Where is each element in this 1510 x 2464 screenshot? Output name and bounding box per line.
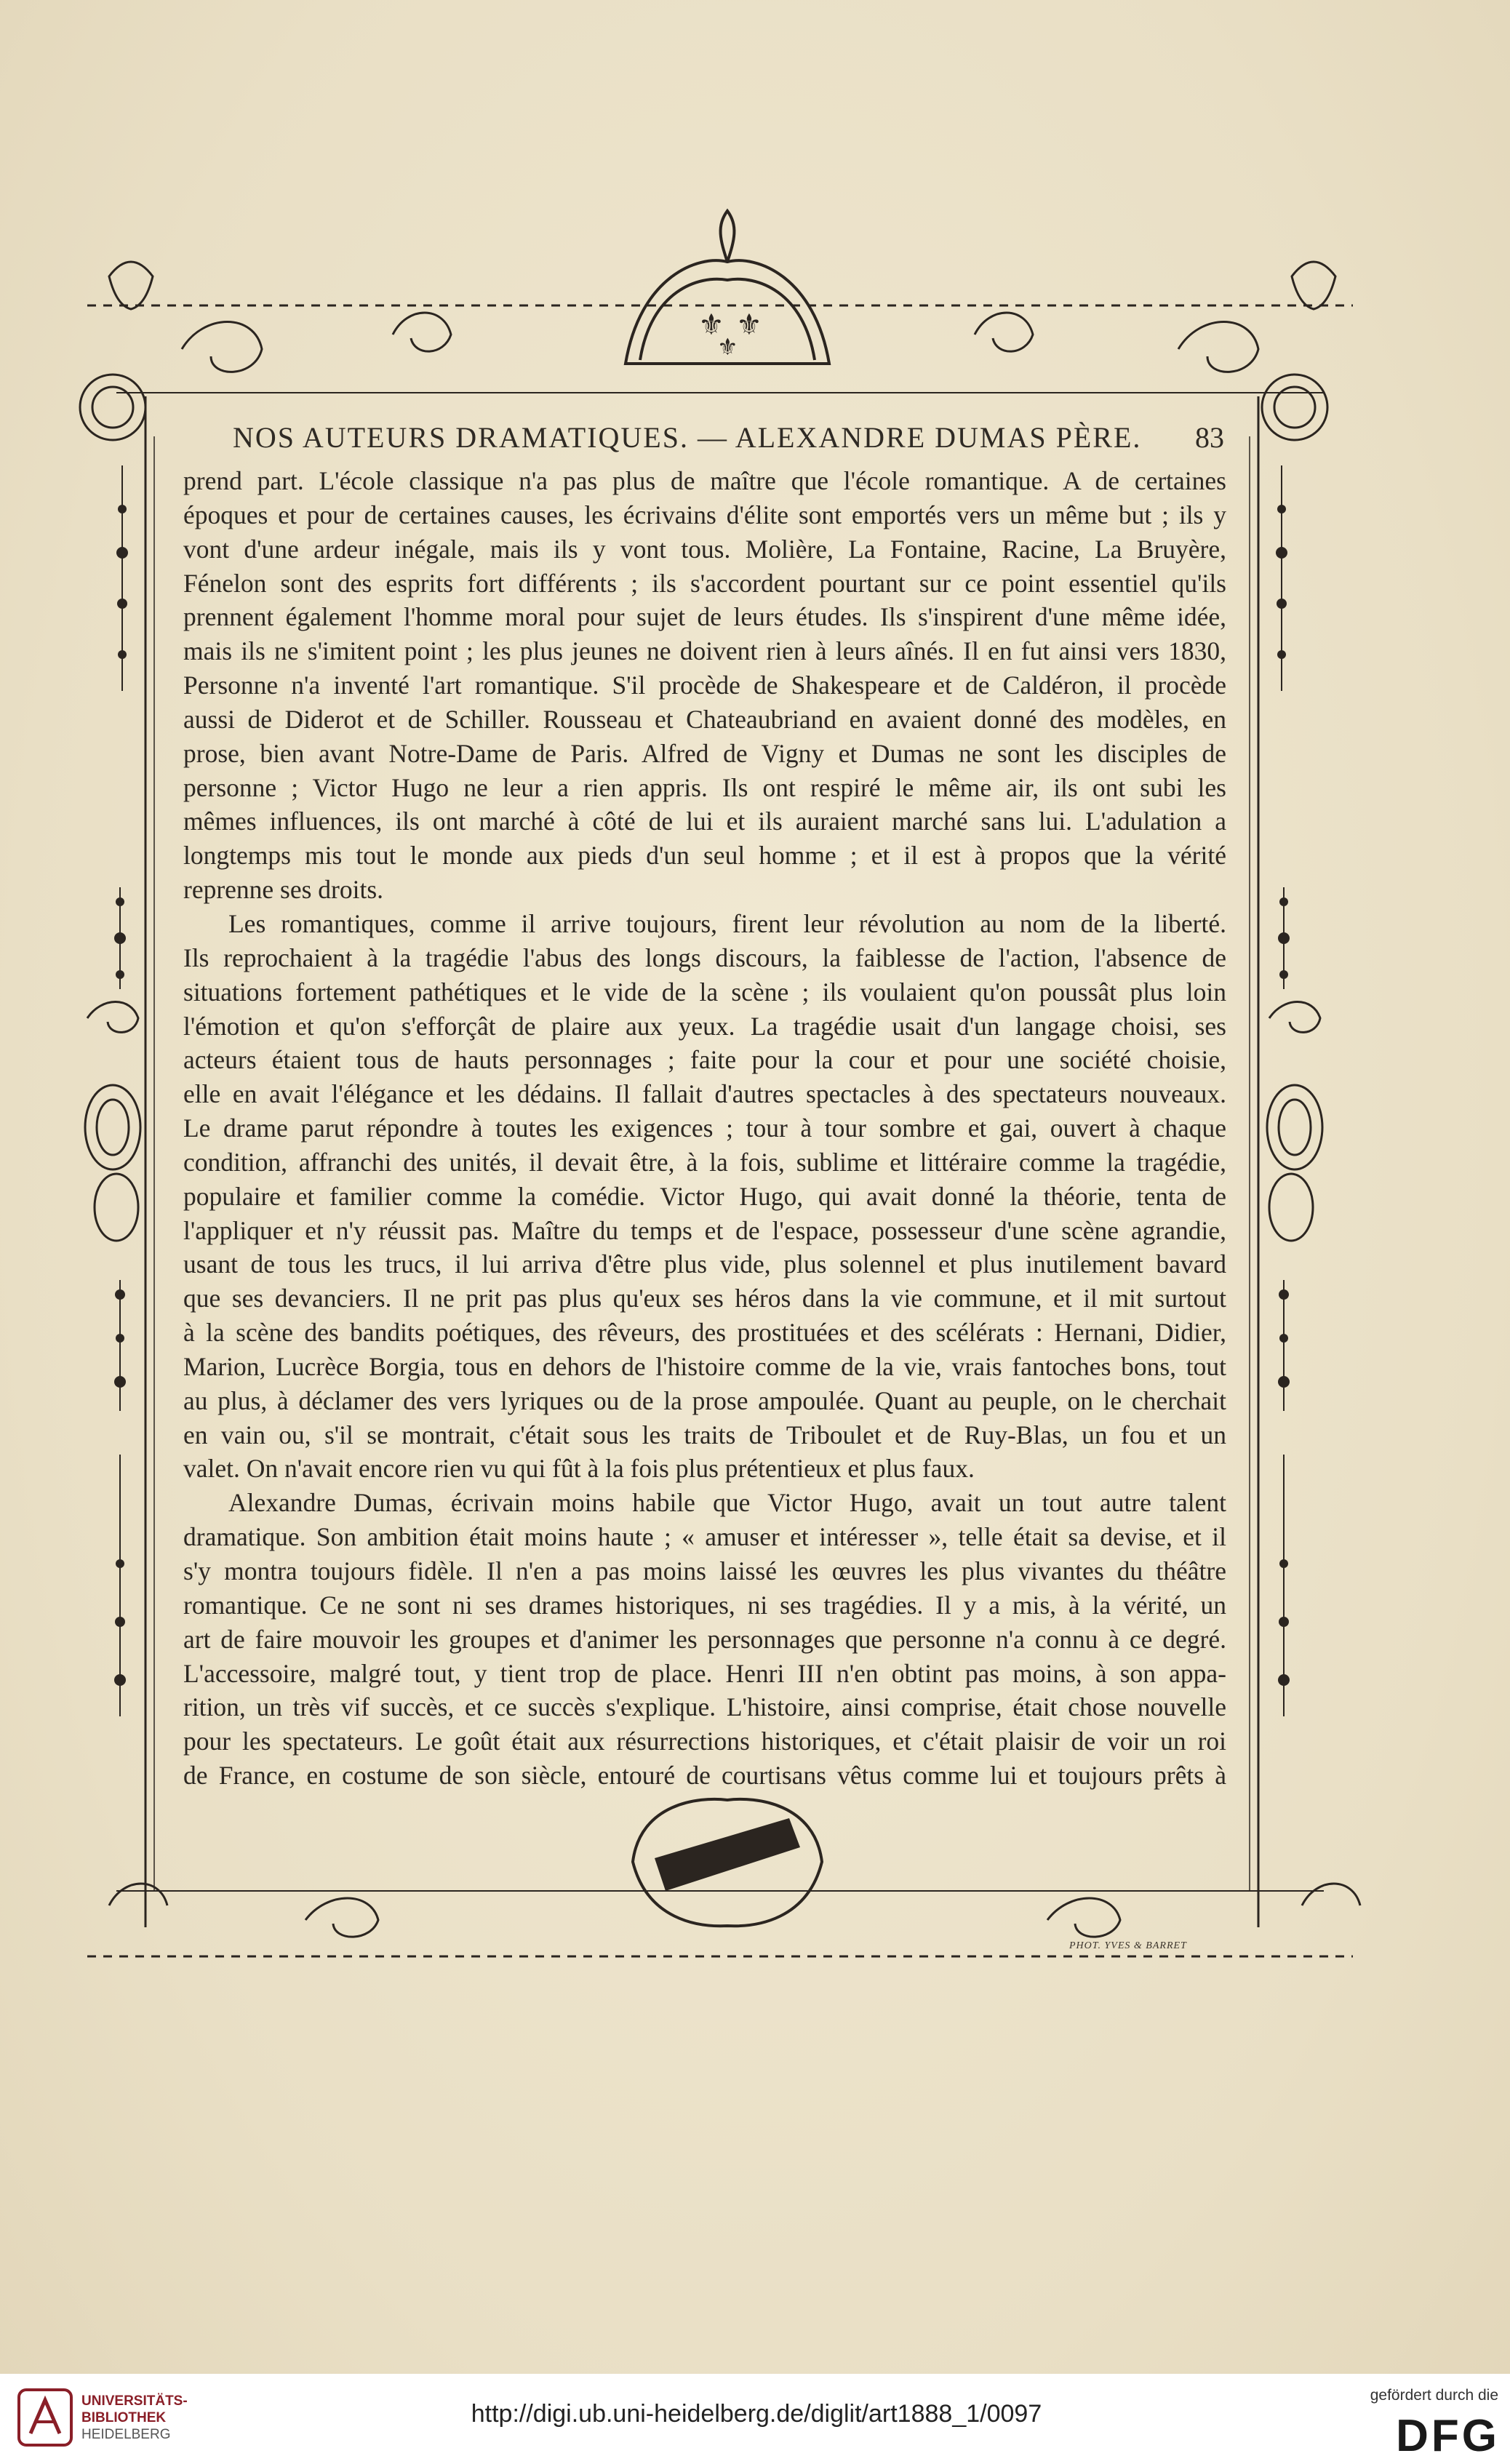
funding-note: gefördert durch die [1370, 2387, 1498, 2404]
text-line: à la scène des bandits poétiques, des rêveurs, des prostituées et des scélérats : Hernani, Didier, [183, 1318, 1226, 1348]
text-line: rition, un très vif succès, et ce succès s'explique. L'histoire, ainsi comprise, était chose nouvelle [183, 1692, 1226, 1722]
text-line: usant de tous les trucs, il lui arriva d'être plus vide, plus solennel et plus inutilement bavard [183, 1249, 1226, 1279]
text-line: prose, bien avant Notre-Dame de Paris. Alfred de Vigny et Dumas ne sont les disciples de [183, 738, 1226, 768]
text-line: elle en avait l'élégance et les dédains. Il fallait d'autres spectacles à des spectateurs nouveaux. [183, 1079, 1226, 1109]
text-line: Fénelon sont des esprits fort différents ; ils s'accordent pourtant sur ce point essentiel qu'ils [183, 568, 1226, 598]
text-line: de France, en costume de son siècle, entouré de courtisans vêtus comme lui et toujours prêts à [183, 1761, 1226, 1791]
text-line: au plus, à déclamer des vers lyriques ou de la prose ampoulée. Quant au peuple, on le cherchait [183, 1385, 1226, 1415]
body-text [183, 464, 1226, 1793]
text-line: Le drame parut répondre à toutes les exigences ; tour à tour sombre et gai, ouvert à chaque [183, 1113, 1226, 1143]
text-line: art de faire mouvoir les groupes et d'animer les personnages que personne n'a connu à ce degré. [183, 1624, 1226, 1654]
text-line: populaire et familier comme la comédie. Victor Hugo, qui avait donné la théorie, tenta de [183, 1181, 1226, 1211]
text-line: personne ; Victor Hugo ne leur a rien appris. Ils ont respiré le même air, ils ont subi les [183, 772, 1226, 802]
text-line: l'appliquer et n'y réussit pas. Maître du temps et de l'espace, possesseur d'une scène agrandie, [183, 1215, 1226, 1245]
engraver-signature: PHOT. YVES & BARRET [1069, 1940, 1187, 1951]
text-line: reprenne ses droits. [183, 875, 384, 905]
text-line: Les romantiques, comme il arrive toujours, firent leur révolution au nom de la liberté. [228, 908, 1226, 938]
dfg-logo: DFG [1396, 2411, 1500, 2461]
text-line: prennent également l'homme moral pour sujet de leurs études. Ils s'inspirent d'une même idée, [183, 602, 1226, 632]
text-line: valet. On n'avait encore rien vu qui fût à la fois plus prétentieux et plus faux. [183, 1454, 975, 1484]
text-line: l'émotion et qu'on s'efforçât de plaire aux yeux. La tragédie usait d'un langage choisi, ses [183, 1011, 1226, 1041]
text-line: pour les spectateurs. Le goût était aux résurrections historiques, et c'était plaisir de voir un roi [183, 1727, 1226, 1756]
running-head: NOS AUTEURS DRAMATIQUES. — ALEXANDRE DUMAS PÈRE. [233, 421, 1142, 454]
page-number: 83 [1195, 421, 1224, 454]
library-name [81, 2393, 188, 2443]
text-line: mêmes influences, ils ont marché à côté de lui et ils auraient marché sans lui. L'adulation a [183, 807, 1226, 836]
text-line: Marion, Lucrèce Borgia, tous en dehors de l'histoire comme de la vie, vrais fantoches bons, tout [183, 1351, 1226, 1381]
library-name-line-1: UNIVERSITÄTS- [81, 2393, 188, 2409]
library-name-line-3: HEIDELBERG [81, 2427, 171, 2442]
svg-text:⚜: ⚜ [736, 308, 762, 342]
text-line: situations fortement pathétiques et le vide de la scène ; ils voulaient qu'on poussât plus loin [183, 977, 1226, 1007]
text-line: Ils reprochaient à la tragédie l'abus des longs discours, la faiblesse de l'action, l'absence de [183, 943, 1226, 972]
text-line: vont d'une ardeur inégale, mais ils y vont tous. Molière, La Fontaine, Racine, La Bruyère, [183, 534, 1226, 564]
text-line: s'y montra toujours fidèle. Il n'en a pas moins laissé les œuvres les plus vivantes du théâtre [183, 1556, 1226, 1585]
text-line: aussi de Diderot et de Schiller. Rousseau et Chateaubriand en avaient donné des modèles, en [183, 704, 1226, 734]
text-line: romantique. Ce ne sont ni ses drames historiques, ni ses tragédies. Il y a mis, à la vérité, un [183, 1590, 1226, 1620]
text-line: dramatique. Son ambition était moins haute ; « amuser et intéresser », telle était sa devise, et il [183, 1522, 1226, 1552]
university-seal-icon [16, 2387, 74, 2448]
permalink[interactable]: http://digi.ub.uni-heidelberg.de/diglit/art1888_1/0097 [471, 2400, 1042, 2428]
text-line: L'accessoire, malgré tout, y tient trop de place. Henri III n'en obtint pas moins, à son appa- [183, 1658, 1226, 1688]
text-line: époques et pour de certaines causes, les écrivains d'élite sont emportés vers un même but ; ils y [183, 500, 1226, 529]
text-line: Alexandre Dumas, écrivain moins habile que Victor Hugo, avait un tout autre talent [228, 1488, 1226, 1518]
text-line: Personne n'a inventé l'art romantique. S'il procède de Shakespeare et de Caldéron, il procède [183, 671, 1226, 700]
text-line: condition, affranchi des unités, il devait être, à la fois, sublime et littéraire comme la tragédie, [183, 1147, 1226, 1177]
text-line: que ses devanciers. Il ne prit pas plus qu'eux ses héros dans la vie commune, et il mit surtout [183, 1284, 1226, 1313]
text-line: mais ils ne s'imitent point ; les plus jeunes ne doivent rien à leurs aînés. Il en fut ainsi vers 1830, [183, 636, 1226, 666]
text-line: longtemps mis tout le monde aux pieds d'un seul homme ; et il est à propos que la vérité [183, 841, 1226, 871]
svg-text:⚜: ⚜ [717, 333, 738, 361]
text-line: prend part. L'école classique n'a pas plus de maître que l'école romantique. A de certaines [183, 466, 1226, 495]
svg-text:⚜: ⚜ [698, 308, 724, 342]
text-line: acteurs étaient tous de hauts personnages ; faite pour la cour et pour une société choisie, [183, 1045, 1226, 1075]
library-name-line-2: BIBLIOTHEK [81, 2410, 167, 2425]
text-line: en vain ou, s'il se montrait, c'était sous les traits de Triboulet et de Ruy-Blas, un fou et un [183, 1420, 1226, 1449]
